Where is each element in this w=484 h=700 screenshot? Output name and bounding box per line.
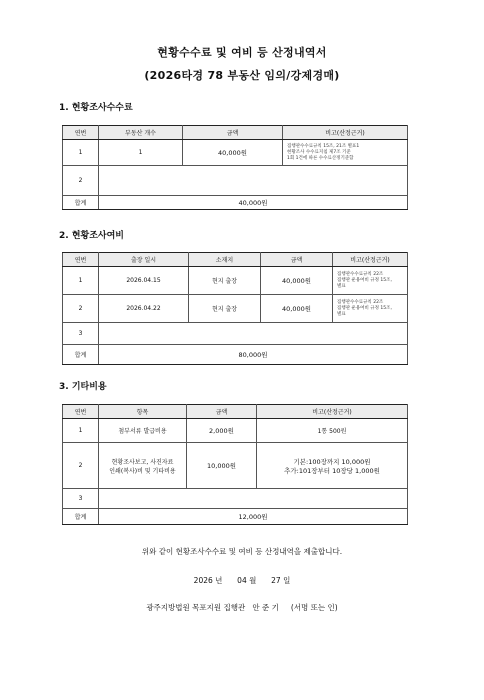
column-header: 금액	[187, 405, 257, 419]
section1-heading: 1. 현황조사수수료	[59, 103, 133, 113]
table-row	[63, 419, 408, 443]
signature-line: 광주지방법원 목포지원 집행관 안 준 기 (서명 또는 인)	[146, 603, 338, 612]
row-number: 3	[63, 323, 99, 345]
trip-date: 2026.04.22	[99, 295, 189, 323]
trip-date: 2026.04.15	[99, 267, 189, 295]
table-header-row	[63, 253, 408, 267]
column-header: 금액	[183, 126, 283, 140]
table-row	[63, 489, 408, 509]
date-day: 27 일	[271, 576, 291, 585]
column-header: 비고(산정근거)	[257, 405, 408, 419]
date-year: 2026 년	[193, 576, 223, 585]
column-header: 비고(산정근거)	[333, 253, 408, 267]
document-subtitle: (2026타경 78 부동산 임의/강제경매)	[144, 69, 340, 82]
column-header: 항목	[99, 405, 187, 419]
amount-cell: 2,000원	[187, 419, 257, 443]
empty-cell	[99, 489, 408, 509]
document-title: 현황수수료 및 여비 등 산정내역서	[157, 46, 327, 59]
note-cell	[257, 419, 408, 443]
section2-heading: 2. 현황조사여비	[59, 231, 124, 241]
item-cell	[99, 419, 187, 443]
note-line: 별표	[337, 283, 346, 289]
note-line: 별표	[337, 311, 346, 317]
note-cell	[283, 140, 408, 166]
note-line: 1통 500원	[317, 428, 347, 435]
note-line: 기본:100장까지 10,000원	[293, 457, 371, 466]
table-row	[63, 267, 408, 295]
total-value: 12,000원	[99, 509, 408, 525]
total-label: 합계	[63, 196, 99, 210]
date-month: 04 월	[237, 576, 257, 585]
table-row	[63, 443, 408, 489]
note-line: 집행관수수료규칙 22조	[337, 271, 384, 277]
amount-cell: 40,000원	[183, 140, 283, 166]
table-header-row	[63, 405, 408, 419]
amount-cell: 40,000원	[261, 295, 333, 323]
row-number: 2	[63, 166, 99, 196]
table-header-row	[63, 126, 408, 140]
property-count: 1	[99, 140, 183, 166]
section2-table	[62, 252, 408, 365]
total-row	[63, 509, 408, 525]
section3-table	[62, 404, 408, 525]
column-header: 연번	[63, 405, 99, 419]
table-row	[63, 140, 408, 166]
amount-cell: 40,000원	[261, 267, 333, 295]
note-line: 집행관 운용여비 규정 15조,	[337, 305, 392, 311]
total-label: 합계	[63, 345, 99, 365]
note-cell	[333, 295, 408, 323]
item-line: 현황조사보고, 사진자료	[111, 458, 174, 466]
column-header: 금액	[261, 253, 333, 267]
item-cell	[99, 443, 187, 489]
total-row	[63, 196, 408, 210]
empty-cell	[99, 323, 408, 345]
column-header: 소재지	[189, 253, 261, 267]
note-line: 집행관수수료규칙 22조	[337, 299, 384, 305]
total-row	[63, 345, 408, 365]
column-header: 비고(산정근거)	[283, 126, 408, 140]
row-number: 2	[63, 443, 99, 489]
note-line: 1회 1건에 따른 수수료산정기준함	[287, 155, 354, 161]
item-line: 첨부서류 발급비용	[118, 428, 167, 435]
column-header: 출장 일시	[99, 253, 189, 267]
table-row	[63, 323, 408, 345]
section1-table	[62, 125, 408, 210]
note-cell	[333, 267, 408, 295]
column-header: 연번	[63, 253, 99, 267]
row-number: 1	[63, 140, 99, 166]
trip-place: 현지 출장	[189, 295, 261, 323]
total-value: 40,000원	[99, 196, 408, 210]
note-cell	[257, 443, 408, 489]
column-header: 부동산 개수	[99, 126, 183, 140]
row-number: 1	[63, 267, 99, 295]
note-line: 집행관수수료규칙 15조, 21조 별표1	[287, 143, 360, 149]
row-number: 1	[63, 419, 99, 443]
total-value: 80,000원	[99, 345, 408, 365]
note-line: 집행관 운용여비 규정 15조,	[337, 277, 392, 283]
row-number: 2	[63, 295, 99, 323]
item-line: 인쇄(복사)비 및 기타비용	[109, 467, 176, 475]
table-row	[63, 166, 408, 196]
note-line: 추가:101장부터 10장당 1,000원	[284, 466, 380, 475]
submission-statement: 위와 같이 현황조사수수료 및 여비 등 산정내역을 제출합니다.	[141, 547, 343, 556]
row-number: 3	[63, 489, 99, 509]
note-line: 현황조사 수수료지침 제7조 기준	[287, 149, 351, 155]
total-label: 합계	[63, 509, 99, 525]
empty-cell	[99, 166, 408, 196]
section3-heading: 3. 기타비용	[59, 382, 107, 392]
amount-cell: 10,000원	[187, 443, 257, 489]
table-row	[63, 295, 408, 323]
column-header: 연번	[63, 126, 99, 140]
trip-place: 현지 출장	[189, 267, 261, 295]
submission-date	[0, 575, 484, 586]
